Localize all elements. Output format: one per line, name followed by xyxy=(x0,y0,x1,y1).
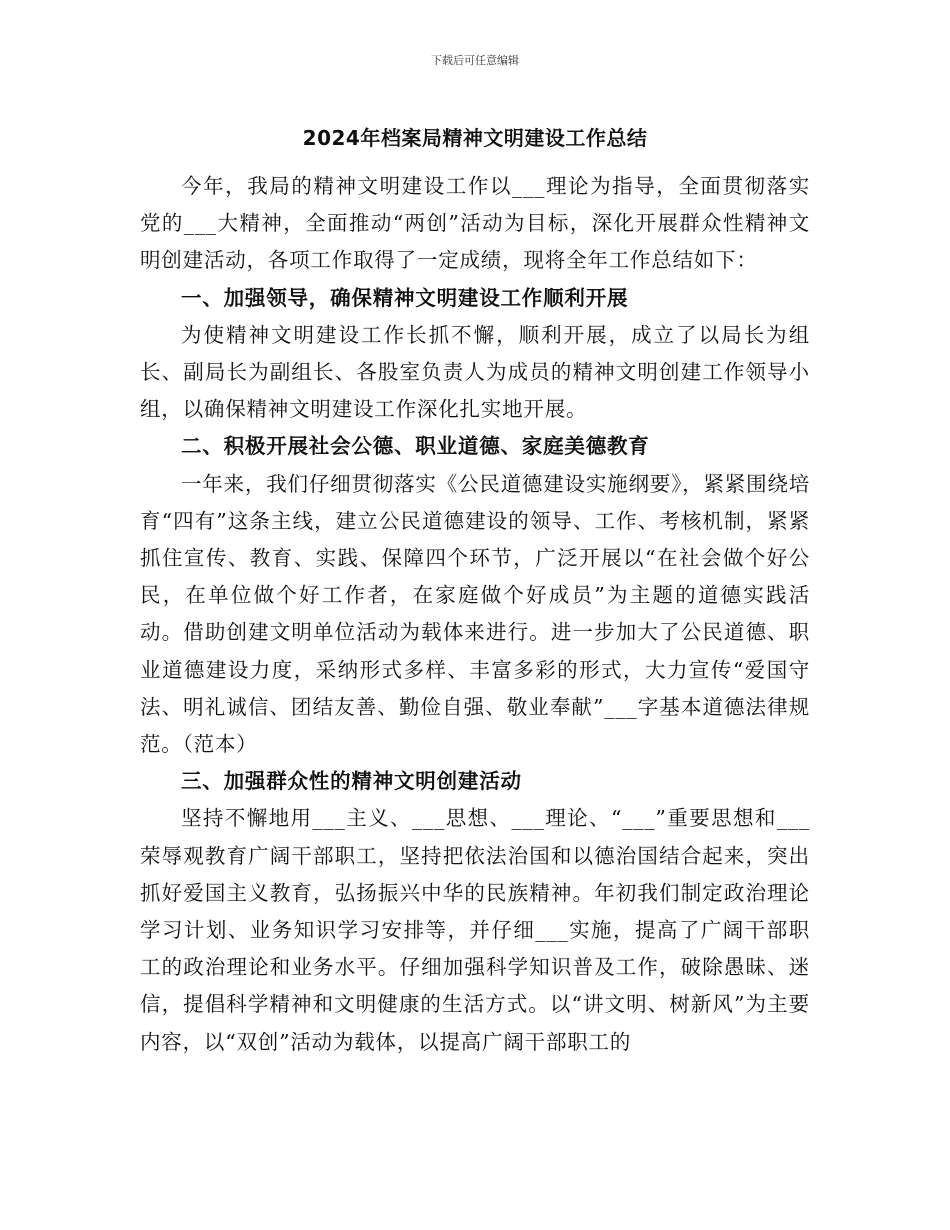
section-heading-2: 二、积极开展社会公德、职业道德、家庭美德教育 xyxy=(181,434,650,459)
section-paragraph-2: 一年来，我们仔细贯彻落实《公民道德建设实施纲要》，紧紧围绕培育“四有”这条主线，建立公民道德建设的领导、工作、考核机制，紧紧抓住宣传、教育、实践、保障四个环节，广泛开展以“在社会做个好公民，在单位做个好工作者，在家庭做个好成员”为主题的道德实践活动。借助创建文明单位活动为载体来进行。进一步加大了公民道德、职业道德建设力度，采纳形式多样、丰富多彩的形式，大力宣传“爱国守法、明礼诚信、团结友善、勤俭自强、敬业奉献”___字基本道德法律规范。（范本） xyxy=(140,471,810,757)
document-title: 2024年档案局精神文明建设工作总结 xyxy=(302,126,648,150)
section-paragraph-1: 为使精神文明建设工作长抓不懈，顺利开展，成立了以局长为组长、副局长为副组长、各股室负责人为成员的精神文明创建工作领导小组，以确保精神文明建设工作深化扎实地开展。 xyxy=(140,322,810,422)
header-note: 下载后可任意编辑 xyxy=(431,54,519,67)
section-heading-1: 一、加强领导，确保精神文明建设工作顺利开展 xyxy=(181,285,629,310)
intro-paragraph: 今年，我局的精神文明建设工作以___理论为指导，全面贯彻落实党的___大精神，全面推动“两创”活动为目标，深化开展群众性精神文明创建活动，各项工作取得了一定成绩，现将全年工作总结如下： xyxy=(140,174,810,273)
document-body xyxy=(140,168,810,1061)
section-paragraph-3: 坚持不懈地用___主义、___思想、___理论、“___”重要思想和___荣辱观教育广阔干部职工，坚持把依法治国和以德治国结合起来，突出抓好爱国主义教育，弘扬振兴中华的民族精神。年初我们制定政治理论学习计划、业务知识学习安排等，并仔细___实施，提高了广阔干部职工的政治理论和业务水平。仔细加强科学知识普及工作，破除愚昧、迷信，提倡科学精神和文明健康的生活方式。以“讲文明、树新风”为主要内容，以“双创”活动为载体，以提高广阔干部职工的 xyxy=(140,806,810,1054)
section-heading-3: 三、加强群众性的精神文明创建活动 xyxy=(181,769,522,794)
